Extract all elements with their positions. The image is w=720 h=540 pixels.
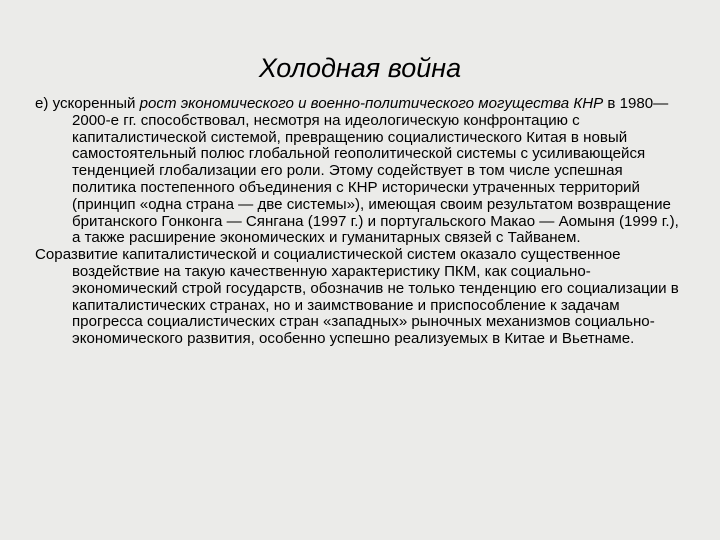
paragraph-1	[35, 96, 683, 247]
paragraph-2-text: Соразвитие капиталистической и социалистической систем оказало существенное воздействие на такую качественную характеристику ПКМ, как социально-экономический строй государств, обозначив не только тенденцию его социализации в капиталистических странах, но и заимствование и приспособление к задачам прогресса социалистических стран «западных» рыночных механизмов социально-экономического развития, особенно успешно реализуемых в Китае и Вьетнаме.	[35, 246, 679, 348]
paragraph-1-rest: в 1980—2000-е гг. способствовал, несмотря на идеологическую конфронтацию с капиталистической системой, превращению социалистического Китая в новый самостоятельный полюс глобальной геополитической системы с усиливающейся тенденцией глобализации его роли. Этому содействует в том числе успешная политика постепенного объединения с КНР исторически утраченных территорий (принцип «одна страна — две системы»), имеющая своим результатом возвращение британского Гонконга — Сянгана (1997 г.) и португальского Макао — Аомыня (1999 г.), а также расширение экономических и гуманитарных связей с Тайванем.	[72, 95, 679, 247]
slide-title-text: Холодная война	[258, 53, 462, 83]
paragraph-1-prefix: е) ускоренный	[35, 95, 140, 112]
paragraph-2	[35, 247, 683, 348]
slide-body	[35, 96, 683, 348]
slide-title	[0, 50, 720, 86]
paragraph-1-italic: рост экономического и военно-политического могущества КНР	[139, 95, 604, 112]
